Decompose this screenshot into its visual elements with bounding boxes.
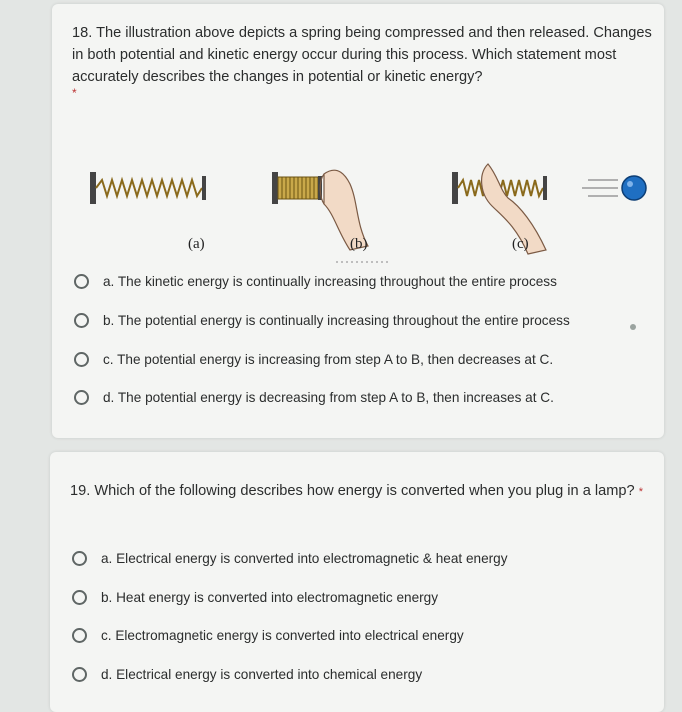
spring-c: [452, 164, 646, 254]
figure-label-a: (a): [188, 236, 205, 252]
radio-button[interactable]: [72, 667, 87, 682]
q18-option-b[interactable]: [74, 313, 570, 328]
radio-button[interactable]: [72, 628, 87, 643]
radio-button[interactable]: [74, 274, 89, 289]
option-label: b. The potential energy is continually increasing throughout the entire process: [103, 313, 570, 328]
figure-label-b: (b): [350, 236, 368, 252]
option-label: c. Electromagnetic energy is converted into electrical energy: [101, 628, 464, 643]
spring-illustration: [88, 154, 648, 264]
option-label: a. The kinetic energy is continually increasing throughout the entire process: [103, 274, 557, 289]
decorative-dot: [630, 324, 636, 330]
question-card-18: [52, 4, 664, 438]
q18-option-a[interactable]: [74, 274, 557, 289]
q19-option-d[interactable]: [72, 667, 422, 682]
radio-button[interactable]: [74, 313, 89, 328]
option-label: a. Electrical energy is converted into electromagnetic & heat energy: [101, 551, 508, 566]
q18-option-d[interactable]: [74, 390, 554, 405]
spring-a: [90, 172, 206, 204]
spring-b: [272, 170, 388, 262]
question-19-text: [70, 480, 650, 503]
question-card-19: [50, 452, 664, 712]
option-label: c. The potential energy is increasing from step A to B, then decreases at C.: [103, 352, 554, 367]
q19-option-a[interactable]: [72, 551, 508, 566]
option-label: d. The potential energy is decreasing from step A to B, then increases at C.: [103, 390, 554, 405]
radio-button[interactable]: [74, 352, 89, 367]
required-mark: *: [72, 86, 77, 100]
option-label: b. Heat energy is converted into electromagnetic energy: [101, 590, 439, 605]
q19-option-c[interactable]: [72, 628, 464, 643]
question-19-label: 19. Which of the following describes how energy is converted when you plug in a lamp?: [70, 483, 635, 499]
figure-label-c: (c): [512, 236, 529, 252]
question-18-text: 18. The illustration above depicts a spring being compressed and then released. Changes in both potential and kinetic energy occur during this process. Which statement most accurately describes the changes in potential or kinetic energy?: [72, 25, 652, 85]
radio-button[interactable]: [72, 551, 87, 566]
q18-option-c[interactable]: [74, 352, 553, 367]
radio-button[interactable]: [72, 590, 87, 605]
option-label: d. Electrical energy is converted into chemical energy: [101, 667, 423, 682]
radio-button[interactable]: [74, 390, 89, 405]
q19-option-b[interactable]: [72, 590, 438, 605]
required-mark: *: [638, 486, 643, 498]
